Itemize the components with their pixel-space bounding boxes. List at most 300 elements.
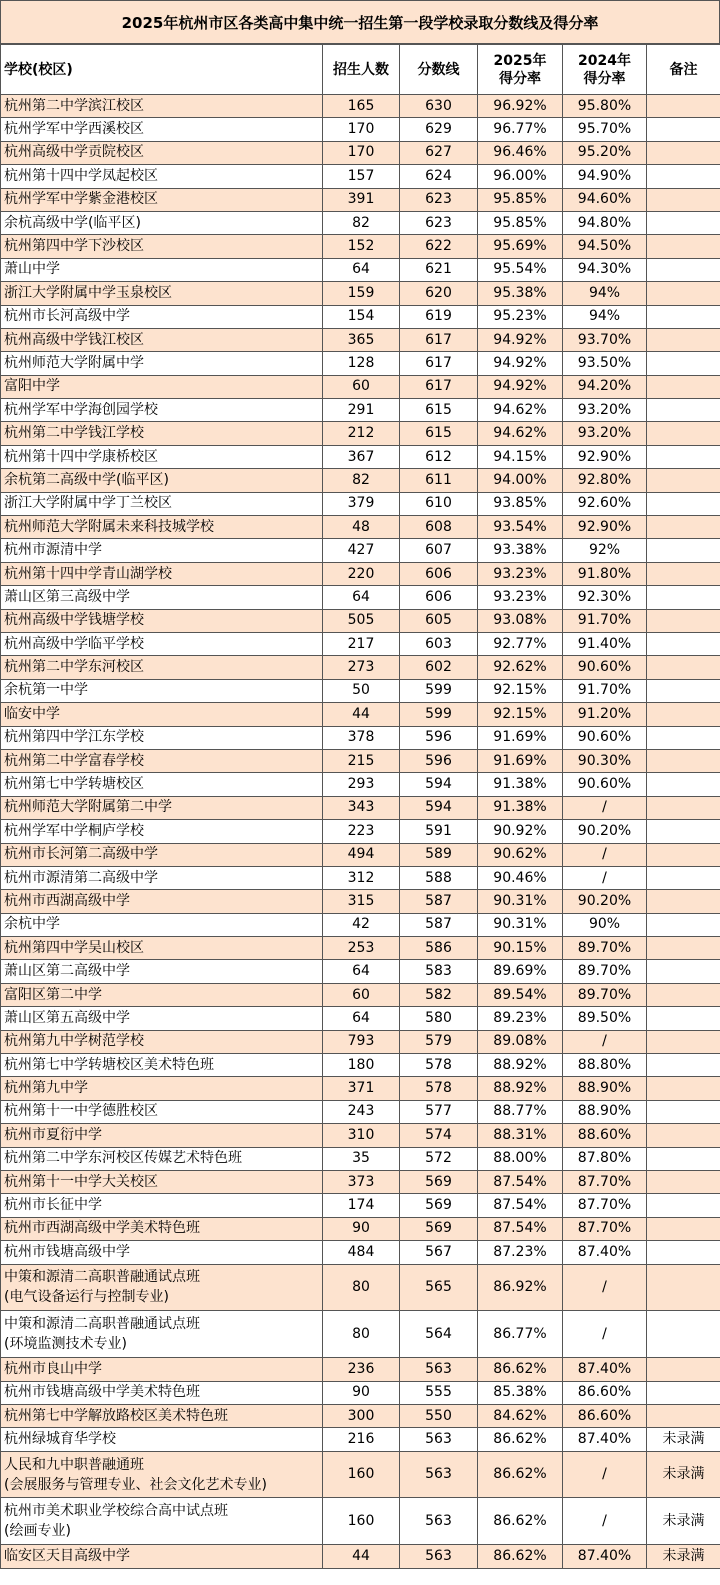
school-cell: 人民和九中职普融通班 (会展服务与管理专业、社会文化艺术专业) — [1, 1451, 323, 1498]
table-row — [1, 866, 720, 889]
score-cell: 578 — [400, 1054, 478, 1077]
enroll-cell: 90 — [323, 1381, 400, 1404]
rate-2024-cell: / — [563, 1451, 647, 1498]
rate-2025-cell: 88.31% — [478, 1124, 563, 1147]
table-row — [1, 960, 720, 983]
school-cell: 杭州师范大学附属中学 — [1, 352, 323, 375]
school-cell: 杭州师范大学附属未来科技城学校 — [1, 516, 323, 539]
note-cell — [647, 726, 720, 749]
enroll-cell: 216 — [323, 1428, 400, 1451]
school-cell: 杭州市美术职业学校综合高中试点班 (绘画专业) — [1, 1498, 323, 1545]
rate-2025-cell: 95.85% — [478, 211, 563, 234]
school-cell: 杭州第七中学转塘校区美术特色班 — [1, 1054, 323, 1077]
note-cell — [647, 866, 720, 889]
note-cell — [647, 188, 720, 211]
rate-2024-cell: 94.30% — [563, 258, 647, 281]
rate-2025-cell: 86.62% — [478, 1545, 563, 1568]
header-rate-2025: 2025年 得分率 — [478, 45, 563, 95]
table-row — [1, 235, 720, 258]
school-cell: 杭州市西湖高级中学美术特色班 — [1, 1217, 323, 1240]
rate-2024-cell: 91.80% — [563, 562, 647, 585]
note-cell — [647, 820, 720, 843]
rate-2024-cell: 88.60% — [563, 1124, 647, 1147]
rate-2025-cell: 86.92% — [478, 1264, 563, 1311]
rate-2025-cell: 95.69% — [478, 235, 563, 258]
rate-2025-cell: 90.31% — [478, 913, 563, 936]
score-cell: 577 — [400, 1100, 478, 1123]
enroll-cell: 152 — [323, 235, 400, 258]
school-cell: 浙江大学附属中学丁兰校区 — [1, 492, 323, 515]
score-cell: 578 — [400, 1077, 478, 1100]
score-cell: 586 — [400, 937, 478, 960]
rate-2025-cell: 90.62% — [478, 843, 563, 866]
table-title: 2025年杭州市区各类高中集中统一招生第一段学校录取分数线及得分率 — [0, 0, 720, 44]
note-cell — [647, 422, 720, 445]
note-cell — [647, 656, 720, 679]
rate-2025-cell: 95.23% — [478, 305, 563, 328]
note-cell: 未录满 — [647, 1498, 720, 1545]
school-cell: 萧山中学 — [1, 258, 323, 281]
table-row — [1, 609, 720, 632]
enroll-cell: 80 — [323, 1264, 400, 1311]
note-cell — [647, 1147, 720, 1170]
enroll-cell: 60 — [323, 983, 400, 1006]
rate-2025-cell: 93.08% — [478, 609, 563, 632]
table-row — [1, 843, 720, 866]
school-cell: 杭州市长河高级中学 — [1, 305, 323, 328]
table-row — [1, 211, 720, 234]
school-cell: 杭州高级中学临平学校 — [1, 632, 323, 655]
score-cell: 627 — [400, 141, 478, 164]
note-cell — [647, 235, 720, 258]
table-row — [1, 492, 720, 515]
rate-2025-cell: 89.54% — [478, 983, 563, 1006]
rate-2024-cell: / — [563, 843, 647, 866]
enroll-cell: 90 — [323, 1217, 400, 1240]
note-cell — [647, 211, 720, 234]
header-school: 学校(校区) — [1, 45, 323, 95]
school-cell: 余杭第二高级中学(临平区) — [1, 469, 323, 492]
score-cell: 583 — [400, 960, 478, 983]
table-row — [1, 1124, 720, 1147]
enroll-cell: 494 — [323, 843, 400, 866]
rate-2024-cell: 90.60% — [563, 726, 647, 749]
table-row — [1, 399, 720, 422]
school-cell: 杭州学军中学西溪校区 — [1, 118, 323, 141]
note-cell — [647, 983, 720, 1006]
note-cell — [647, 1264, 720, 1311]
school-cell: 临安中学 — [1, 703, 323, 726]
school-cell: 杭州学军中学海创园学校 — [1, 399, 323, 422]
enroll-cell: 159 — [323, 282, 400, 305]
school-cell: 杭州师范大学附属第二中学 — [1, 796, 323, 819]
note-cell: 未录满 — [647, 1428, 720, 1451]
score-cell: 574 — [400, 1124, 478, 1147]
rate-2024-cell: 88.90% — [563, 1077, 647, 1100]
rate-2025-cell: 95.38% — [478, 282, 563, 305]
table-row — [1, 562, 720, 585]
note-cell — [647, 960, 720, 983]
score-cell: 606 — [400, 586, 478, 609]
school-cell: 杭州第十四中学青山湖学校 — [1, 562, 323, 585]
table-row — [1, 1404, 720, 1427]
note-cell — [647, 1077, 720, 1100]
table-row — [1, 141, 720, 164]
enroll-cell: 64 — [323, 258, 400, 281]
enroll-cell: 44 — [323, 1545, 400, 1568]
rate-2024-cell: 91.20% — [563, 703, 647, 726]
note-cell — [647, 1358, 720, 1381]
school-cell: 杭州第九中学树范学校 — [1, 1030, 323, 1053]
school-cell: 杭州市西湖高级中学 — [1, 890, 323, 913]
rate-2025-cell: 93.38% — [478, 539, 563, 562]
rate-2024-cell: 89.70% — [563, 960, 647, 983]
score-cell: 565 — [400, 1264, 478, 1311]
rate-2024-cell: / — [563, 1498, 647, 1545]
rate-2025-cell: 94.15% — [478, 445, 563, 468]
note-cell — [647, 679, 720, 702]
school-cell: 杭州第四中学江东学校 — [1, 726, 323, 749]
score-cell: 617 — [400, 352, 478, 375]
enroll-cell: 793 — [323, 1030, 400, 1053]
school-cell: 杭州第二中学钱江学校 — [1, 422, 323, 445]
score-cell: 594 — [400, 773, 478, 796]
enroll-cell: 165 — [323, 95, 400, 118]
note-cell — [647, 445, 720, 468]
rate-2024-cell: 95.20% — [563, 141, 647, 164]
note-cell — [647, 258, 720, 281]
note-cell — [647, 1007, 720, 1030]
rate-2025-cell: 88.92% — [478, 1054, 563, 1077]
rate-2025-cell: 86.62% — [478, 1428, 563, 1451]
score-cell: 606 — [400, 562, 478, 585]
enroll-cell: 50 — [323, 679, 400, 702]
score-cell: 563 — [400, 1545, 478, 1568]
school-cell: 杭州第二中学东河校区传媒艺术特色班 — [1, 1147, 323, 1170]
rate-2024-cell: 89.50% — [563, 1007, 647, 1030]
rate-2025-cell: 94.00% — [478, 469, 563, 492]
note-cell — [647, 1170, 720, 1193]
enroll-cell: 60 — [323, 375, 400, 398]
table-row — [1, 1264, 720, 1311]
rate-2025-cell: 87.23% — [478, 1241, 563, 1264]
school-cell: 杭州市良山中学 — [1, 1358, 323, 1381]
rate-2025-cell: 90.92% — [478, 820, 563, 843]
table-row — [1, 1241, 720, 1264]
note-cell — [647, 95, 720, 118]
rate-2025-cell: 93.85% — [478, 492, 563, 515]
rate-2025-cell: 95.85% — [478, 188, 563, 211]
note-cell — [647, 1404, 720, 1427]
score-cell: 610 — [400, 492, 478, 515]
enroll-cell: 484 — [323, 1241, 400, 1264]
note-cell — [647, 141, 720, 164]
table-row — [1, 375, 720, 398]
rate-2024-cell: 91.40% — [563, 632, 647, 655]
rate-2024-cell: 94.20% — [563, 375, 647, 398]
school-cell: 浙江大学附属中学玉泉校区 — [1, 282, 323, 305]
note-cell — [647, 305, 720, 328]
note-cell — [647, 165, 720, 188]
enroll-cell: 217 — [323, 632, 400, 655]
rate-2025-cell: 90.46% — [478, 866, 563, 889]
enroll-cell: 160 — [323, 1451, 400, 1498]
enroll-cell: 154 — [323, 305, 400, 328]
table-row — [1, 703, 720, 726]
score-cell: 596 — [400, 726, 478, 749]
score-cell: 563 — [400, 1451, 478, 1498]
rate-2025-cell: 93.23% — [478, 562, 563, 585]
rate-2024-cell: / — [563, 1264, 647, 1311]
school-cell: 余杭第一中学 — [1, 679, 323, 702]
note-cell — [647, 469, 720, 492]
score-cell: 580 — [400, 1007, 478, 1030]
enroll-cell: 223 — [323, 820, 400, 843]
rate-2024-cell: 94% — [563, 305, 647, 328]
school-cell: 杭州第四中学下沙校区 — [1, 235, 323, 258]
note-cell — [647, 632, 720, 655]
score-cell: 563 — [400, 1428, 478, 1451]
rate-2024-cell: 95.70% — [563, 118, 647, 141]
school-cell: 杭州高级中学贡院校区 — [1, 141, 323, 164]
school-cell: 萧山区第二高级中学 — [1, 960, 323, 983]
rate-2025-cell: 86.77% — [478, 1311, 563, 1358]
rate-2025-cell: 93.23% — [478, 586, 563, 609]
school-cell: 中策和源清二高职普融通试点班 (环境监测技术专业) — [1, 1311, 323, 1358]
note-cell — [647, 118, 720, 141]
score-cell: 605 — [400, 609, 478, 632]
table-row — [1, 469, 720, 492]
school-cell: 余杭高级中学(临平区) — [1, 211, 323, 234]
rate-2024-cell: 86.60% — [563, 1381, 647, 1404]
table-row — [1, 1007, 720, 1030]
score-cell: 629 — [400, 118, 478, 141]
table-row — [1, 1451, 720, 1498]
note-cell — [647, 352, 720, 375]
rate-2025-cell: 86.62% — [478, 1498, 563, 1545]
rate-2024-cell: 87.40% — [563, 1545, 647, 1568]
enroll-cell: 365 — [323, 328, 400, 351]
score-cell: 589 — [400, 843, 478, 866]
rate-2024-cell: 94.60% — [563, 188, 647, 211]
note-cell: 未录满 — [647, 1545, 720, 1568]
rate-2024-cell: 93.50% — [563, 352, 647, 375]
note-cell — [647, 1194, 720, 1217]
table-row — [1, 1498, 720, 1545]
table-row — [1, 305, 720, 328]
enroll-cell: 367 — [323, 445, 400, 468]
rate-2025-cell: 87.54% — [478, 1217, 563, 1240]
table-row — [1, 796, 720, 819]
score-cell: 579 — [400, 1030, 478, 1053]
school-cell: 杭州第十一中学大关校区 — [1, 1170, 323, 1193]
rate-2025-cell: 92.15% — [478, 679, 563, 702]
table-row — [1, 118, 720, 141]
score-cell: 607 — [400, 539, 478, 562]
header-rate-2024: 2024年 得分率 — [563, 45, 647, 95]
school-cell: 杭州市钱塘高级中学 — [1, 1241, 323, 1264]
rate-2025-cell: 91.38% — [478, 796, 563, 819]
score-cell: 599 — [400, 703, 478, 726]
rate-2025-cell: 96.00% — [478, 165, 563, 188]
enroll-cell: 505 — [323, 609, 400, 632]
table-row — [1, 282, 720, 305]
rate-2025-cell: 84.62% — [478, 1404, 563, 1427]
rate-2025-cell: 96.46% — [478, 141, 563, 164]
score-cell: 591 — [400, 820, 478, 843]
rate-2024-cell: 90% — [563, 913, 647, 936]
table-row — [1, 1194, 720, 1217]
score-cell: 572 — [400, 1147, 478, 1170]
enroll-cell: 291 — [323, 399, 400, 422]
table-row — [1, 95, 720, 118]
enroll-cell: 273 — [323, 656, 400, 679]
score-cell: 617 — [400, 375, 478, 398]
rate-2024-cell: 93.20% — [563, 399, 647, 422]
enroll-cell: 220 — [323, 562, 400, 585]
enroll-cell: 48 — [323, 516, 400, 539]
note-cell — [647, 282, 720, 305]
note-cell — [647, 1311, 720, 1358]
table-row — [1, 913, 720, 936]
note-cell — [647, 773, 720, 796]
school-cell: 杭州第二中学滨江校区 — [1, 95, 323, 118]
enroll-cell: 243 — [323, 1100, 400, 1123]
enroll-cell: 64 — [323, 1007, 400, 1030]
enroll-cell: 180 — [323, 1054, 400, 1077]
note-cell: 未录满 — [647, 1451, 720, 1498]
rate-2025-cell: 91.69% — [478, 749, 563, 772]
school-cell: 杭州高级中学钱江校区 — [1, 328, 323, 351]
rate-2025-cell: 88.77% — [478, 1100, 563, 1123]
table-row — [1, 656, 720, 679]
school-cell: 杭州第四中学吴山校区 — [1, 937, 323, 960]
score-cell: 602 — [400, 656, 478, 679]
school-cell: 杭州市源清中学 — [1, 539, 323, 562]
note-cell — [647, 1381, 720, 1404]
enroll-cell: 157 — [323, 165, 400, 188]
rate-2024-cell: 95.80% — [563, 95, 647, 118]
school-cell: 杭州第二中学富春学校 — [1, 749, 323, 772]
header-row — [1, 45, 720, 95]
enroll-cell: 371 — [323, 1077, 400, 1100]
table-row — [1, 539, 720, 562]
table-row — [1, 632, 720, 655]
enroll-cell: 236 — [323, 1358, 400, 1381]
school-cell: 杭州学军中学桐庐学校 — [1, 820, 323, 843]
score-cell: 563 — [400, 1358, 478, 1381]
school-cell: 杭州第二中学东河校区 — [1, 656, 323, 679]
table-row — [1, 820, 720, 843]
rate-2025-cell: 94.92% — [478, 375, 563, 398]
note-cell — [647, 586, 720, 609]
note-cell — [647, 937, 720, 960]
rate-2024-cell: 87.40% — [563, 1241, 647, 1264]
rate-2024-cell: / — [563, 796, 647, 819]
enroll-cell: 253 — [323, 937, 400, 960]
score-cell: 615 — [400, 399, 478, 422]
note-cell — [647, 609, 720, 632]
rate-2024-cell: 91.70% — [563, 679, 647, 702]
rate-2024-cell: 92.80% — [563, 469, 647, 492]
school-cell: 杭州绿城育华学校 — [1, 1428, 323, 1451]
rate-2024-cell: 94.50% — [563, 235, 647, 258]
school-cell: 杭州第七中学转塘校区 — [1, 773, 323, 796]
note-cell — [647, 703, 720, 726]
school-cell: 富阳区第二中学 — [1, 983, 323, 1006]
score-cell: 564 — [400, 1311, 478, 1358]
score-cell: 620 — [400, 282, 478, 305]
table-row — [1, 1545, 720, 1568]
table-row — [1, 937, 720, 960]
school-cell: 萧山区第五高级中学 — [1, 1007, 323, 1030]
rate-2024-cell: 90.20% — [563, 890, 647, 913]
note-cell — [647, 1054, 720, 1077]
enroll-cell: 80 — [323, 1311, 400, 1358]
table-row — [1, 188, 720, 211]
school-cell: 杭州市源清第二高级中学 — [1, 866, 323, 889]
enroll-cell: 170 — [323, 141, 400, 164]
score-cell: 582 — [400, 983, 478, 1006]
header-note: 备注 — [647, 45, 720, 95]
table-row — [1, 1147, 720, 1170]
rate-2025-cell: 87.54% — [478, 1194, 563, 1217]
score-cell: 569 — [400, 1170, 478, 1193]
note-cell — [647, 1124, 720, 1147]
rate-2025-cell: 90.15% — [478, 937, 563, 960]
header-score: 分数线 — [400, 45, 478, 95]
rate-2024-cell: 93.70% — [563, 328, 647, 351]
table-row — [1, 445, 720, 468]
enroll-cell: 312 — [323, 866, 400, 889]
table-row — [1, 1100, 720, 1123]
rate-2024-cell: / — [563, 866, 647, 889]
table-row — [1, 258, 720, 281]
note-cell — [647, 399, 720, 422]
rate-2024-cell: / — [563, 1030, 647, 1053]
score-cell: 588 — [400, 866, 478, 889]
rate-2024-cell: 88.80% — [563, 1054, 647, 1077]
rate-2024-cell: 87.70% — [563, 1194, 647, 1217]
rate-2025-cell: 91.38% — [478, 773, 563, 796]
enroll-cell: 174 — [323, 1194, 400, 1217]
rate-2025-cell: 96.77% — [478, 118, 563, 141]
school-cell: 杭州第七中学解放路校区美术特色班 — [1, 1404, 323, 1427]
enroll-cell: 427 — [323, 539, 400, 562]
rate-2025-cell: 86.62% — [478, 1451, 563, 1498]
rate-2024-cell: 92.90% — [563, 445, 647, 468]
score-cell: 617 — [400, 328, 478, 351]
table-row — [1, 1054, 720, 1077]
rate-2024-cell: 87.80% — [563, 1147, 647, 1170]
table-row — [1, 679, 720, 702]
note-cell — [647, 562, 720, 585]
school-cell: 杭州第九中学 — [1, 1077, 323, 1100]
rate-2024-cell: 94% — [563, 282, 647, 305]
enroll-cell: 64 — [323, 960, 400, 983]
school-cell: 杭州第十一中学德胜校区 — [1, 1100, 323, 1123]
enroll-cell: 373 — [323, 1170, 400, 1193]
rate-2024-cell: 90.60% — [563, 656, 647, 679]
note-cell — [647, 375, 720, 398]
rate-2025-cell: 90.31% — [478, 890, 563, 913]
school-cell: 杭州第十四中学凤起校区 — [1, 165, 323, 188]
rate-2024-cell: 92.90% — [563, 516, 647, 539]
enroll-cell: 44 — [323, 703, 400, 726]
table-row — [1, 890, 720, 913]
enroll-cell: 160 — [323, 1498, 400, 1545]
note-cell — [647, 492, 720, 515]
